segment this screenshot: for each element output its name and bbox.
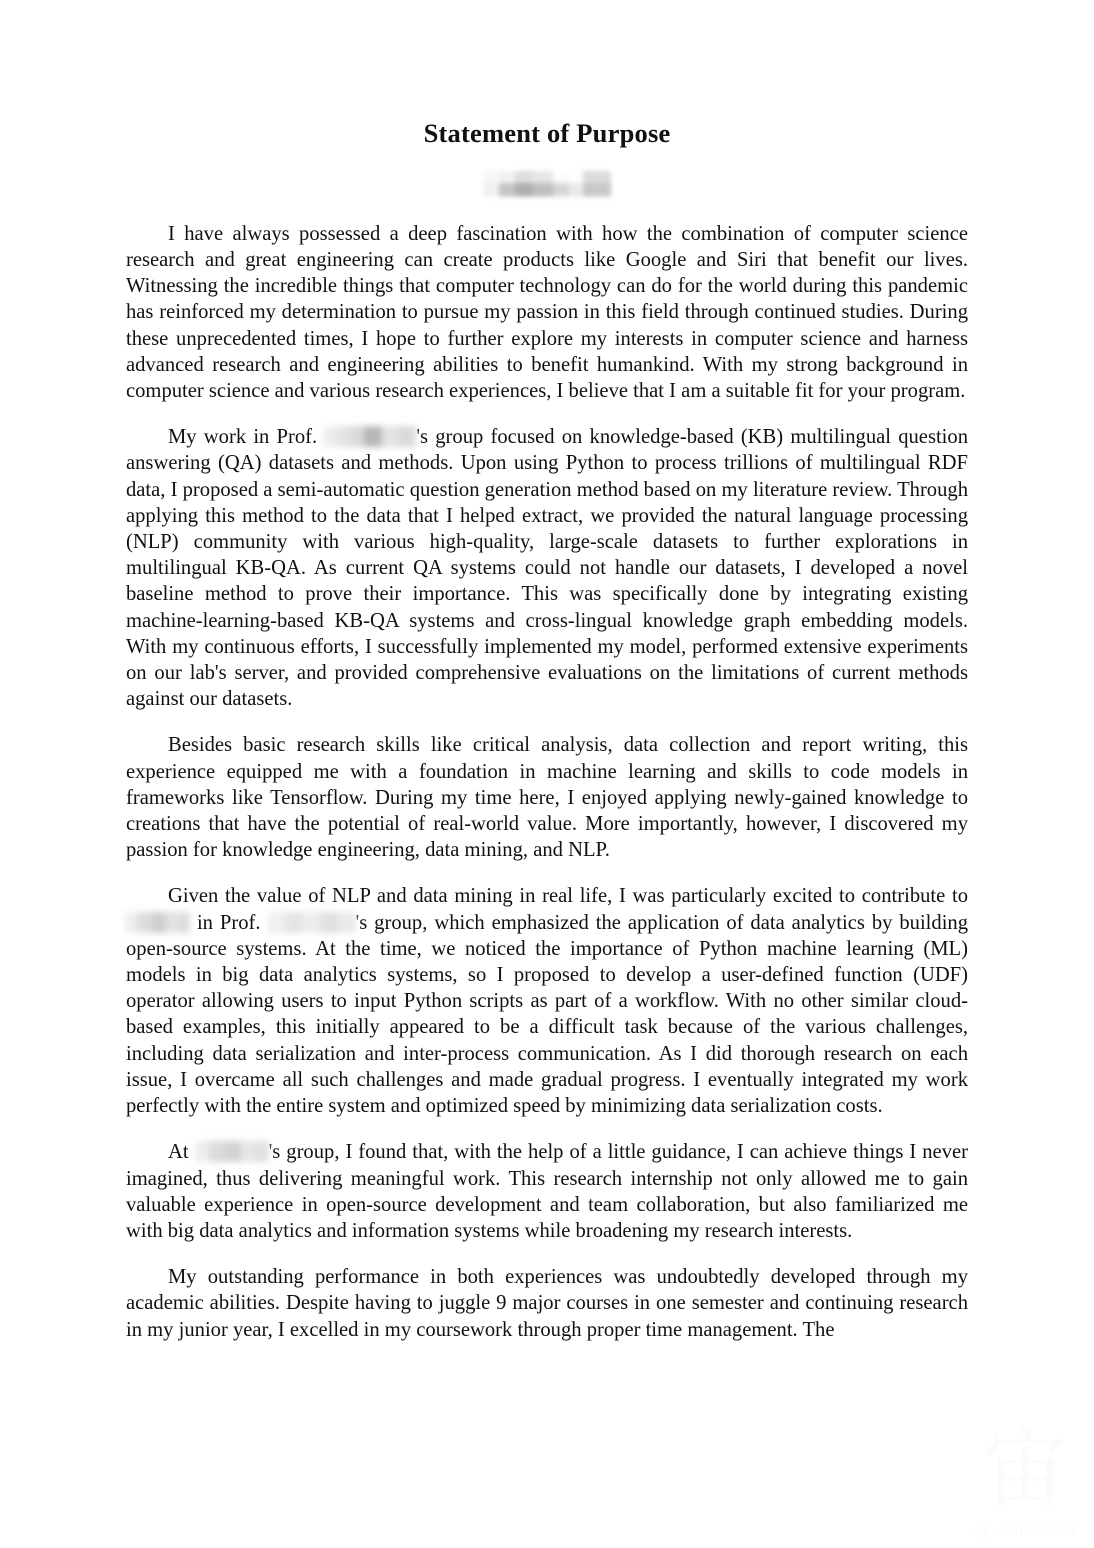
paragraph-text: At — [168, 1141, 195, 1164]
paragraph-text: Given the value of NLP and data mining in real life, I was particularly excited to contribute to — [168, 885, 968, 908]
author-name-line — [126, 171, 968, 197]
redacted-author-name — [483, 171, 611, 197]
redacted-text-block — [268, 912, 356, 933]
paragraph-text: 's group, I found that, with the help of a little guidance, I can achieve things I never imagined, thus delivering meaningful work. This research internship not only allowed me to gain valuable experience in open-source development and team collaboration, but also familiarized me with big data analytics and information systems while broadening my research interests. — [126, 1141, 968, 1242]
document-content — [126, 118, 968, 1343]
paragraph-text: Besides basic research skills like critical analysis, data collection and report writing, this experience equipped me with a foundation in machine learning and skills to code models in frameworks like Tensorflow. During my time here, I enjoyed applying newly-gained knowledge to creations that have the potential of real-world value. More importantly, however, I discovered my passion for knowledge engineering, data mining, and NLP. — [126, 734, 968, 862]
paragraph-text: in Prof. — [190, 911, 268, 934]
watermark-text: @一亩三分地 — [974, 1520, 1076, 1539]
paragraph-text: My outstanding performance in both experiences was undoubtedly developed through my academic abilities. Despite having to juggle 9 major courses in one semester and continuing research in my junior year, I excelled in my coursework through proper time management. The — [126, 1266, 968, 1341]
paragraph-text: 's group focused on knowledge-based (KB) multilingual question answering (QA) datasets and methods. Upon using Python to process trillions of multilingual RDF data, I proposed a semi-automatic question generation method based on my literature review. Through applying this method to the data that I helped extract, we provided the natural language processing (NLP) community with various high-quality, large-scale datasets to further explorations in multilingual KB-QA. As current QA systems could not handle our datasets, I developed a novel baseline method to prove their importance. This was specifically done by integrating existing machine-learning-based KB-QA systems and cross-lingual knowledge graph embedding models. With my continuous efforts, I successfully implemented my model, performed extensive experiments on our lab's server, and provided comprehensive evaluations on the limitations of current methods against our datasets. — [126, 426, 968, 711]
paragraph-text: 's group, which emphasized the application of data analytics by building open-source systems. At the time, we noticed the importance of Python machine learning (ML) models in big data analytics systems, so I proposed to develop a user-defined function (UDF) operator allowing users to input Python scripts as part of a workflow. With no other similar cloud-based examples, this initially appeared to be a difficult task because of the various challenges, including data serialization and inter-process communication. As I did thorough research on each issue, I overcame all such challenges and made gradual progress. I eventually integrated my work perfectly with the entire system and optimized speed by minimizing data serialization costs. — [126, 911, 969, 1118]
paragraph-text: My work in Prof. — [168, 426, 325, 449]
paragraph-academics — [126, 1264, 968, 1343]
watermark — [964, 1422, 1086, 1546]
paragraph-text: I have always possessed a deep fascination with how the combination of computer science research and great engineering can create products like Google and Siri that benefit our lives. Witnessing the incredible things that computer technology can do for the world during this pandemic has reinforced my determination to pursue my passion in this field through continued studies. During these unprecedented times, I hope to further explore my interests in computer science and harness advanced research and engineering abilities to benefit humankind. With my strong background in computer science and various research experiences, I believe that I am a suitable fit for your program. — [126, 222, 968, 403]
page-title: Statement of Purpose — [423, 118, 671, 148]
paragraph-internship-reflection — [126, 1139, 968, 1244]
redacted-text-block — [195, 1141, 269, 1162]
paragraph-intro — [126, 221, 968, 404]
watermark-glyph-icon: 宙 — [982, 1420, 1068, 1520]
paragraph-kbqa-research — [126, 424, 968, 712]
redacted-text-block — [126, 912, 190, 933]
redacted-text-block — [324, 426, 416, 447]
paragraph-udf-project — [126, 883, 968, 1119]
document-body — [126, 221, 968, 1343]
paragraph-research-skills — [126, 732, 968, 863]
